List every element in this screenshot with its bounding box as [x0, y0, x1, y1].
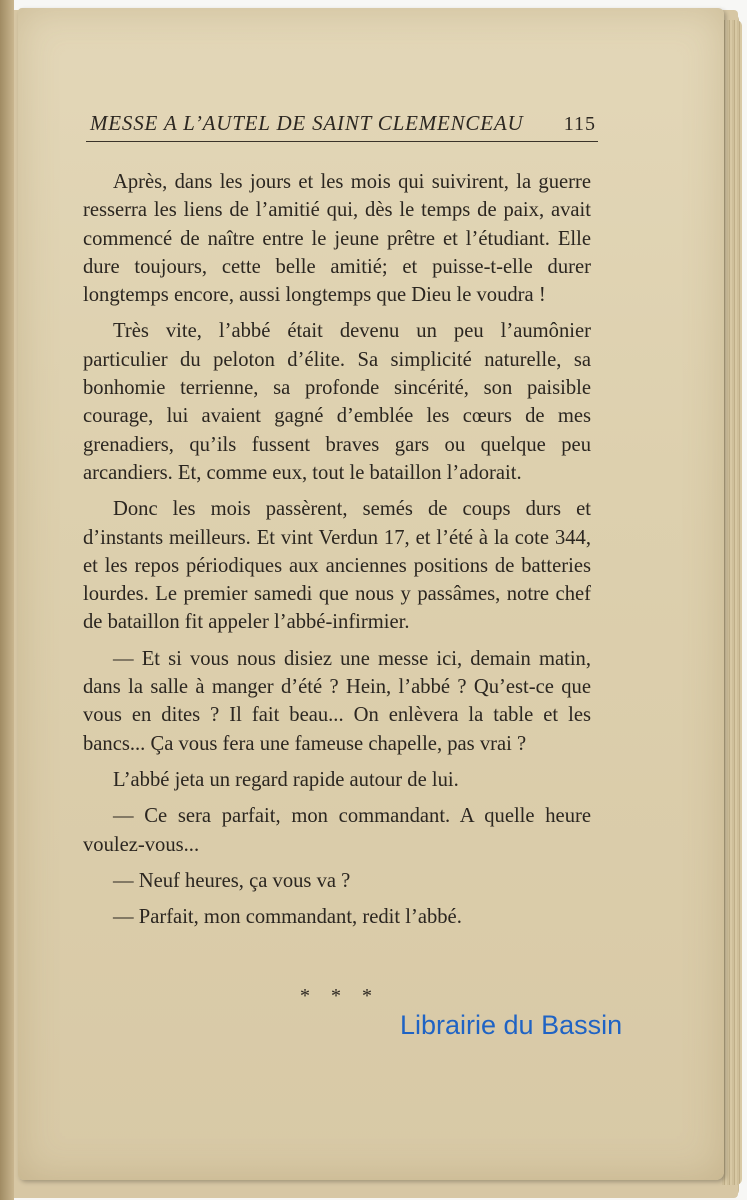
page-number: 115 — [563, 113, 596, 135]
watermark: Librairie du Bassin — [400, 1010, 623, 1040]
header-rule — [86, 141, 598, 142]
paragraph: — Ce sera parfait, mon commandant. A quelle heure voulez-vous... — [83, 805, 591, 856]
book-spine-edge — [0, 0, 14, 1200]
paragraph: — Neuf heures, ça vous va ? — [113, 869, 351, 892]
paragraph: Très vite, l’abbé était devenu un peu l’aumônier particulier du peloton d’élite. Sa simplicité naturelle, sa bonhomie terrienne, sa profonde sincérité, son paisible courage, lui avaient gagné d’emblée les cœurs de mes grenadiers, qu’ils fussent braves gars ou quelque peu arcandiers. Et, comme eux, tout le bataillon l’adorait. — [83, 320, 591, 484]
body-text — [83, 168, 591, 939]
section-break: * * * — [300, 985, 380, 1007]
paragraph: Après, dans les jours et les mois qui suivirent, la guerre resserra les liens de l’amitié qui, dès le temps de paix, avait commencé de naître entre le jeune prêtre et l’étudiant. Elle dure toujours, cette belle amitié; et puisse-t-elle durer longtemps encore, aussi longtemps que Dieu le voudra ! — [83, 171, 591, 307]
running-head — [90, 111, 596, 143]
paragraph: — Et si vous nous disiez une messe ici, demain matin, dans la salle à manger d’été ? Hein, l’abbé ? Qu’est-ce que vous en dites ? Il fait beau... On enlèvera la table et les bancs... Ça vous fera une fameuse chapelle, pas vrai ? — [83, 647, 591, 755]
page-edges — [722, 20, 742, 1185]
paragraph: L’abbé jeta un regard rapide autour de lui. — [113, 768, 459, 791]
running-head-title: MESSE A L’AUTEL DE SAINT CLEMENCEAU — [90, 111, 524, 135]
paragraph: — Parfait, mon commandant, redit l’abbé. — [113, 906, 462, 929]
paragraph: Donc les mois passèrent, semés de coups durs et d’instants meilleurs. Et vint Verdun 17, et l’été à la cote 344, et les repos périodiques aux anciennes positions de batteries lourdes. Le premier samedi que nous y passâmes, notre chef de bataillon fit appeler l’abbé-infirmier. — [83, 498, 591, 634]
